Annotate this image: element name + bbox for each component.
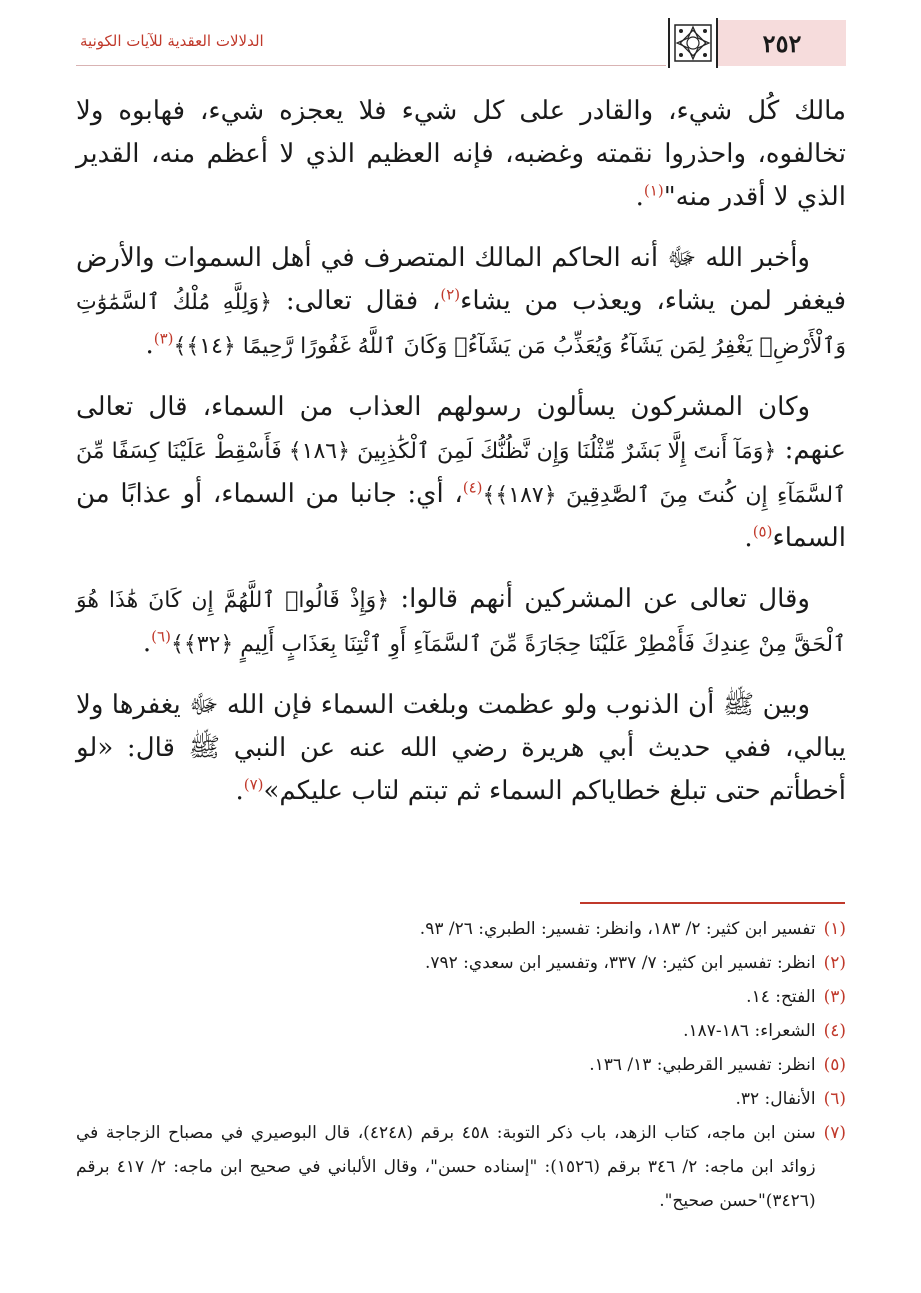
quran-verse: ﴿وَمَآ أَنتَ إِلَّا بَشَرٌ مِّثْلُنَا وَإِن نَّظُنُّكَ لَمِنَ ٱلْكَٰذِبِينَ ﴿١٨٦﴾ فَأَسْقِطْ عَلَيْنَا كِسَفًا مِّنَ ٱلسَّمَآءِ إِن كُنتَ مِنَ ٱلصَّٰدِقِينَ ﴿١٨٧﴾﴾ bbox=[76, 439, 847, 508]
quran-verse: ﴿وَلِلَّهِ مُلْكُ ٱلسَّمَٰوَٰتِ وَٱلْأَرْضِۚ يَغْفِرُ لِمَن يَشَآءُ وَيُعَذِّبُ مَن يَشَآءُۚ وَكَانَ ٱللَّهُ غَفُورًا رَّحِيمًا ﴿١٤﴾﴾ bbox=[76, 290, 846, 359]
header-divider bbox=[76, 65, 666, 66]
page-number: ٢٥٢ bbox=[718, 20, 846, 66]
footnote-number: (٢) bbox=[823, 953, 846, 973]
paragraph-text: . bbox=[142, 628, 152, 658]
footnote bbox=[76, 980, 846, 1014]
footnote-reference: (٦) bbox=[151, 627, 171, 646]
footnote-text: انظر: تفسير ابن كثير: ٧/ ٣٣٧، وتفسير ابن سعدي: ٧٩٢. bbox=[424, 953, 816, 973]
ornament-emblem-icon bbox=[668, 18, 718, 68]
footnote-reference: (٤) bbox=[462, 478, 483, 497]
footnote-number: (٣) bbox=[823, 987, 846, 1007]
footnote bbox=[76, 1014, 846, 1048]
paragraph-text: وبين ﷺ أن الذنوب ولو عظمت وبلغت السماء فإن الله ﷻ يغفرها ولا يبالي، ففي حديث أبي هريرة رضي الله عنه عن النبي ﷺ قال: «لو أخطأتم حتى تبلغ خطاياكم السماء ثم تبتم لتاب عليكم» bbox=[76, 690, 846, 806]
footnote bbox=[76, 1116, 846, 1218]
paragraph-text: وقال تعالى عن المشركين أنهم قالوا: bbox=[389, 584, 810, 614]
paragraph-4 bbox=[76, 578, 846, 666]
paragraph-text: . bbox=[145, 330, 154, 360]
footnote bbox=[76, 1048, 846, 1082]
paragraph-text: ، فقال تعالى: bbox=[272, 286, 441, 316]
quran-verse: ﴿وَإِذْ قَالُوا۟ ٱللَّهُمَّ إِن كَانَ هَٰذَا هُوَ ٱلْحَقَّ مِنْ عِندِكَ فَأَمْطِرْ عَلَيْنَا حِجَارَةً مِّنَ ٱلسَّمَآءِ أَوِ ٱئْتِنَا بِعَذَابٍ أَلِيمٍ ﴿٣٢﴾﴾ bbox=[76, 588, 846, 657]
footnote-text: سنن ابن ماجه، كتاب الزهد، باب ذكر التوبة: ٤٥٨ برقم (٤٢٤٨)، قال البوصيري في مصباح الزجاجة في زوائد ابن ماجه: ٢/ ٣٤٦ برقم (١٥٢٦): "إسناده حسن"، وقال الألباني في صحيح ابن ماجه: ٢/ ٤١٧ برقم (٣٤٢٦)"حسن صحيح". bbox=[76, 1123, 816, 1211]
footnote-text: تفسير ابن كثير: ٢/ ١٨٣، وانظر: تفسير: الطبري: ٢٦/ ٩٣. bbox=[419, 919, 816, 939]
footnote-text: انظر: تفسير القرطبي: ١٣/ ١٣٦. bbox=[589, 1055, 816, 1075]
footnotes bbox=[76, 912, 846, 1218]
footnote-reference: (٧) bbox=[243, 775, 264, 794]
paragraph-text: . bbox=[635, 182, 644, 212]
paragraph-3 bbox=[76, 386, 846, 560]
footnote-text: الفتح: ١٤. bbox=[746, 987, 816, 1007]
footnote-reference: (٣) bbox=[153, 329, 174, 348]
footnote-reference: (٢) bbox=[440, 285, 461, 304]
paragraph-text: . bbox=[235, 776, 244, 806]
paragraph-text: وكان المشركون يسألون رسولهم العذاب من السماء، قال تعالى عنهم: bbox=[76, 392, 846, 465]
paragraph-1 bbox=[76, 90, 846, 219]
paragraph-5 bbox=[76, 684, 846, 813]
footnote-number: (٥) bbox=[823, 1055, 846, 1075]
paragraph-2 bbox=[76, 237, 846, 368]
main-text bbox=[76, 90, 846, 831]
footnote bbox=[76, 946, 846, 980]
footnote bbox=[76, 912, 846, 946]
footnote-text: الشعراء: ١٨٦-١٨٧. bbox=[683, 1021, 816, 1041]
page-header bbox=[76, 18, 846, 68]
paragraph-text: ، أي: جانبا من السماء، أو عذابًا من السماء bbox=[76, 479, 846, 553]
footnote-number: (٦) bbox=[823, 1089, 846, 1109]
footnote-number: (٧) bbox=[823, 1123, 846, 1143]
paragraph-text: . bbox=[744, 523, 753, 553]
paragraph-text: وأخبر الله ﷻ أنه الحاكم المالك المتصرف في أهل السموات والأرض فيغفر لمن يشاء، ويعذب من يشاء bbox=[76, 243, 847, 316]
paragraph-text: مالك كُل شيء، والقادر على كل شيء فلا يعجزه شيء، فهابوه ولا تخالفوه، واحذروا نقمته وغضبه، فإنه العظيم الذي لا أعظم منه، القدير الذي لا أقدر منه" bbox=[76, 96, 846, 212]
footnote bbox=[76, 1082, 846, 1116]
footnote-text: الأنفال: ٣٢. bbox=[735, 1089, 816, 1109]
footnote-number: (٤) bbox=[823, 1021, 846, 1041]
footnote-reference: (٥) bbox=[752, 522, 773, 541]
footnote-reference: (١) bbox=[643, 181, 664, 200]
footnote-number: (١) bbox=[823, 919, 846, 939]
footnote-divider bbox=[580, 902, 845, 904]
book-title: الدلالات العقدية للآيات الكونية bbox=[80, 32, 264, 50]
